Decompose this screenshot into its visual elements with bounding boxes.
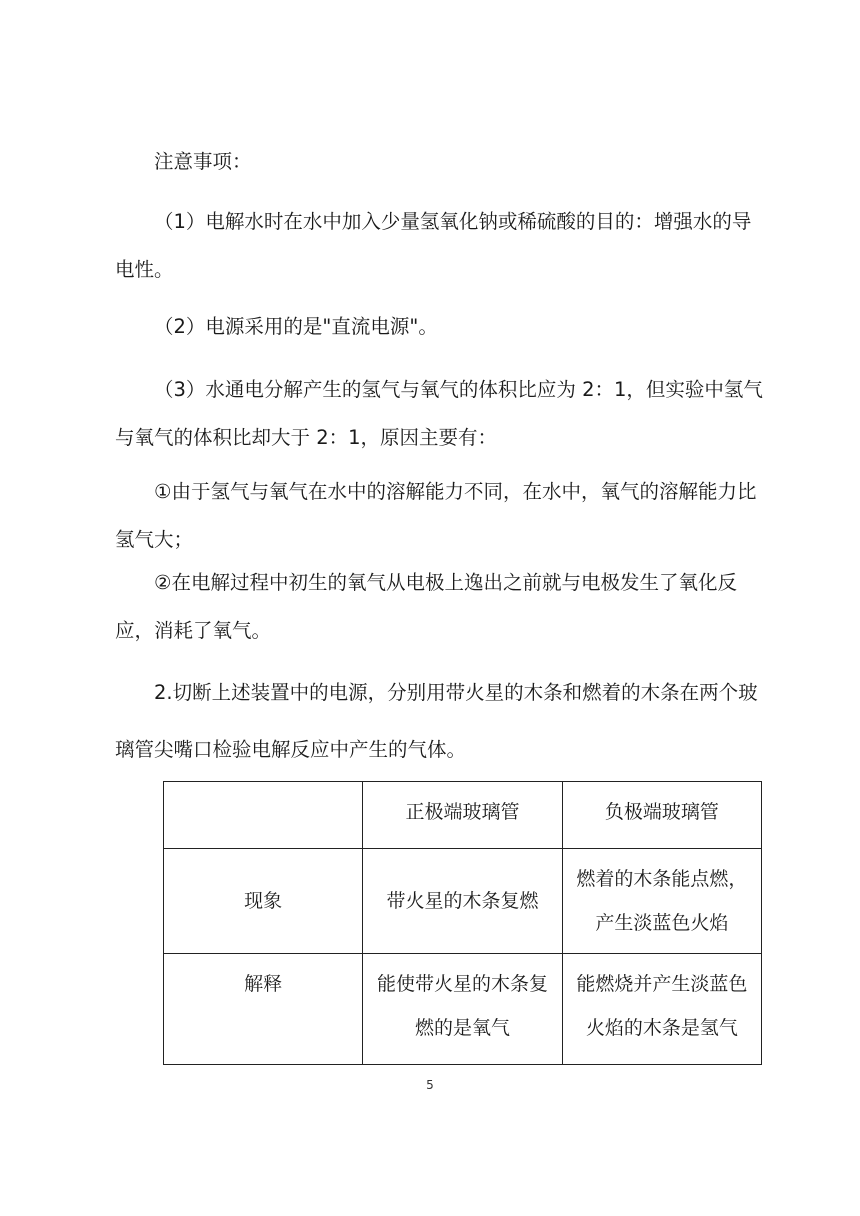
notes-heading: 注意事项：: [154, 150, 252, 173]
table-cell: 能燃烧并产生淡蓝色火焰的木条是氢气: [562, 954, 761, 1065]
table-row: [164, 849, 762, 954]
table-cell: 带火星的木条复燃: [363, 849, 562, 954]
table-row-label: 现象: [164, 849, 363, 954]
table-cell: 能使带火星的木条复燃的是氧气: [363, 954, 562, 1065]
table-header-cell: [164, 782, 363, 849]
step-2-paragraph: 2.切断上述装置中的电源，分别用带火星的木条和燃着的木条在两个玻璃管尖嘴口检验电解反应中产生的气体。: [115, 681, 758, 761]
result-table: [163, 781, 762, 1065]
note-item-1: （1）电解水时在水中加入少量氢氧化钠或稀硫酸的目的：增强水的导电性。: [115, 210, 752, 281]
table-header-cell: 负极端玻璃管: [562, 782, 761, 849]
table-cell: 燃着的木条能点燃，产生淡蓝色火焰: [562, 849, 761, 954]
note-item-3: （3）水通电分解产生的氢气与氧气的体积比应为 2：1，但实验中氢气与氧气的体积比却大于 2：1，原因主要有：: [115, 378, 763, 449]
table-header-cell: 正极端玻璃管: [363, 782, 562, 849]
note-item-2: （2）电源采用的是"直流电源"。: [154, 315, 438, 338]
table-row: [164, 954, 762, 1065]
reason-2: ②在电解过程中初生的氧气从电极上逸出之前就与电极发生了氧化反应，消耗了氧气。: [115, 571, 737, 642]
table-header-row: [164, 782, 762, 849]
page-number: 5: [426, 1078, 434, 1092]
reason-1: ①由于氢气与氧气在水中的溶解能力不同，在水中，氧气的溶解能力比氢气大；: [115, 480, 757, 551]
table-row-label: 解释: [164, 954, 363, 1065]
